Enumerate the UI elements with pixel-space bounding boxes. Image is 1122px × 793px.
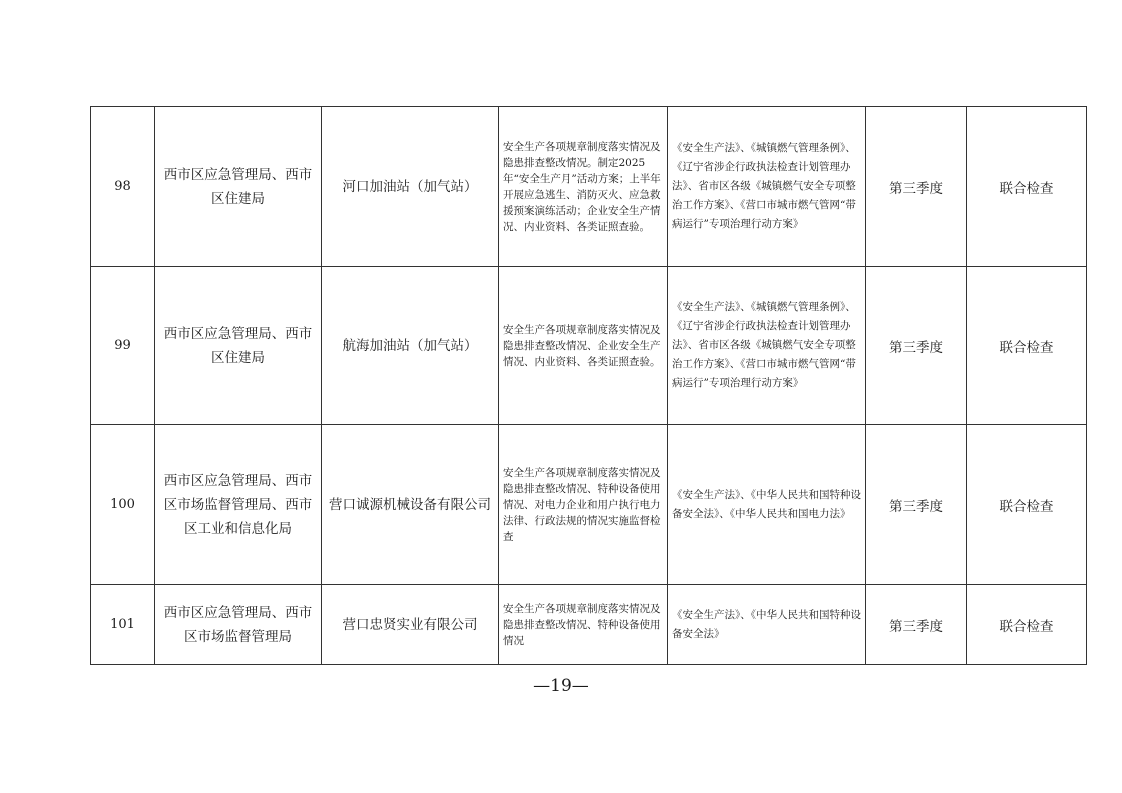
- row-number: 101: [91, 585, 155, 665]
- inspection-basis: 《安全生产法》、《城镇燃气管理条例》、《辽宁省涉企行政执法检查计划管理办法》、省市区各级《城镇燃气安全专项整治工作方案》、《营口市城市燃气管网“带病运行”专项治理行动方案》: [668, 107, 866, 267]
- inspecting-units: 西市区应急管理局、西市区住建局: [155, 267, 322, 425]
- row-number: 99: [91, 267, 155, 425]
- row-number: 100: [91, 425, 155, 585]
- inspection-plan-table: [90, 106, 1087, 665]
- table-row: [91, 425, 1087, 585]
- page-number: —19—: [533, 676, 589, 696]
- row-number: 98: [91, 107, 155, 267]
- table-row: [91, 267, 1087, 425]
- table-row: [91, 585, 1087, 665]
- inspection-method: 联合检查: [967, 107, 1087, 267]
- inspection-target: 营口诚源机械设备有限公司: [322, 425, 499, 585]
- inspection-target: 营口忠贤实业有限公司: [322, 585, 499, 665]
- inspection-method: 联合检查: [967, 267, 1087, 425]
- inspection-content: 安全生产各项规章制度落实情况及隐患排查整改情况、企业安全生产情况、内业资料、各类证照查验。: [499, 267, 668, 425]
- inspection-content: 安全生产各项规章制度落实情况及隐患排查整改情况。制定2025年“安全生产月”活动方案；上半年开展应急逃生、消防灭火、应急救援预案演练活动；企业安全生产情况、内业资料、各类证照查验。: [499, 107, 668, 267]
- inspection-time: 第三季度: [866, 425, 967, 585]
- inspecting-units: 西市区应急管理局、西市区市场监督管理局: [155, 585, 322, 665]
- inspection-method: 联合检查: [967, 585, 1087, 665]
- inspection-basis: 《安全生产法》、《中华人民共和国特种设备安全法》: [668, 585, 866, 665]
- inspection-method: 联合检查: [967, 425, 1087, 585]
- inspection-time: 第三季度: [866, 585, 967, 665]
- inspecting-units: 西市区应急管理局、西市区住建局: [155, 107, 322, 267]
- inspection-target: 河口加油站（加气站）: [322, 107, 499, 267]
- inspection-basis: 《安全生产法》、《城镇燃气管理条例》、《辽宁省涉企行政执法检查计划管理办法》、省市区各级《城镇燃气安全专项整治工作方案》、《营口市城市燃气管网“带病运行”专项治理行动方案》: [668, 267, 866, 425]
- inspection-content: 安全生产各项规章制度落实情况及隐患排查整改情况、特种设备使用情况、对电力企业和用户执行电力法律、行政法规的情况实施监督检查: [499, 425, 668, 585]
- inspection-basis: 《安全生产法》、《中华人民共和国特种设备安全法》、《中华人民共和国电力法》: [668, 425, 866, 585]
- inspection-target: 航海加油站（加气站）: [322, 267, 499, 425]
- inspecting-units: 西市区应急管理局、西市区市场监督管理局、西市区工业和信息化局: [155, 425, 322, 585]
- table-row: [91, 107, 1087, 267]
- inspection-time: 第三季度: [866, 107, 967, 267]
- inspection-content: 安全生产各项规章制度落实情况及隐患排查整改情况、特种设备使用情况: [499, 585, 668, 665]
- inspection-time: 第三季度: [866, 267, 967, 425]
